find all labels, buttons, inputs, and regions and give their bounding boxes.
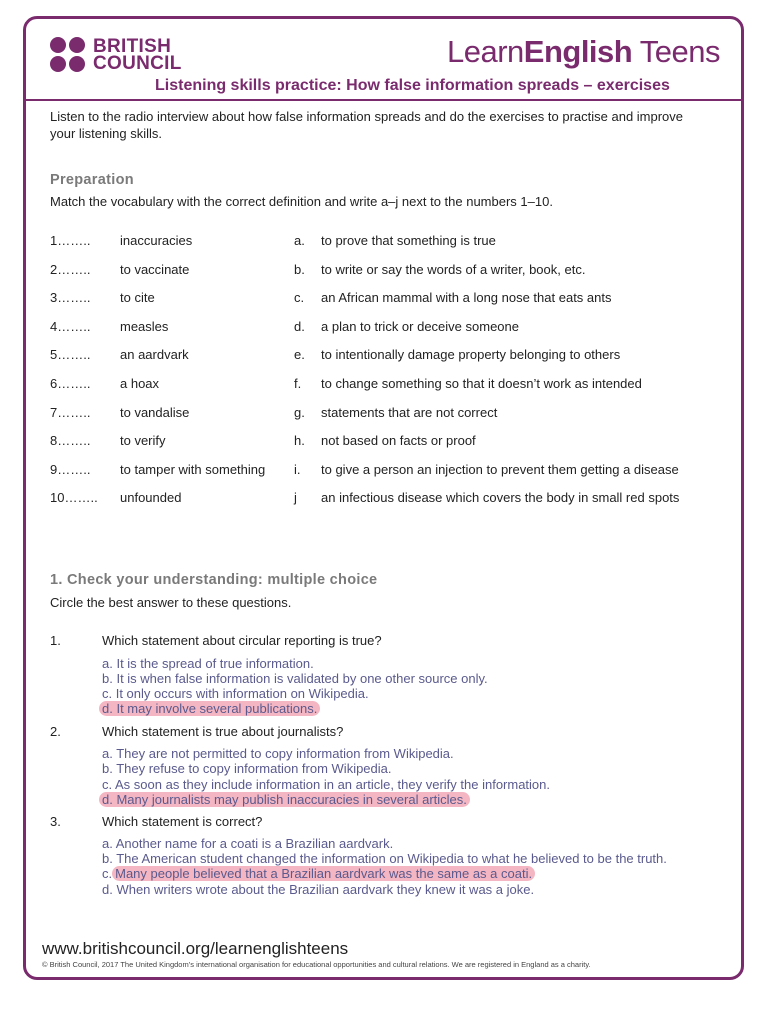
vocab-number[interactable]: 9…….. <box>50 461 91 477</box>
q3-option-b[interactable]: b. The American student changed the information on Wikipedia to what he believed to be the truth. <box>102 851 667 866</box>
vocab-definition: to prove that something is true <box>321 233 496 248</box>
selected-answer-highlight: Many people believed that a Brazilian aardvark was the same as a coati. <box>112 866 535 881</box>
vocab-definition: an infectious disease which covers the body in small red spots <box>321 490 680 506</box>
preparation-instruction: Match the vocabulary with the correct definition and write a–j next to the numbers 1–10. <box>50 194 553 209</box>
definition-letter: a. <box>294 233 305 248</box>
vocab-word: inaccuracies <box>120 233 193 248</box>
vocab-row <box>50 462 730 480</box>
definition-letter: b. <box>294 261 305 277</box>
q1-option-a[interactable]: a. It is the spread of true information. <box>102 656 314 671</box>
vocab-row <box>50 433 730 451</box>
q2-option-d[interactable] <box>102 792 470 807</box>
vocab-number[interactable]: 1…….. <box>50 233 91 248</box>
q2-option-b[interactable]: b. They refuse to copy information from Wikipedia. <box>102 761 392 776</box>
vocab-number[interactable]: 5…….. <box>50 347 91 363</box>
q3-option-d[interactable]: d. When writers wrote about the Brazilian aardvark they knew it was a joke. <box>102 882 535 897</box>
vocab-word: measles <box>120 318 169 334</box>
vocab-word: to vaccinate <box>120 261 190 277</box>
vocab-word: a hoax <box>120 376 160 391</box>
vocab-number[interactable]: 8…….. <box>50 433 91 449</box>
q1-option-b[interactable]: b. It is when false information is validated by one other source only. <box>102 671 488 686</box>
exercise1-heading: 1. Check your understanding: multiple choice <box>50 572 378 588</box>
vocab-definition: a plan to trick or deceive someone <box>321 318 519 334</box>
vocab-row <box>50 490 730 508</box>
footer-note: © British Council, 2017 The United Kingdom’s international organisation for educational opportunities and cultural relations. We are registered in England as a charity. <box>42 960 591 969</box>
vocab-number[interactable]: 7…….. <box>50 404 91 420</box>
vocab-number[interactable]: 10…….. <box>50 490 98 506</box>
preparation-heading: Preparation <box>50 172 134 188</box>
learnenglish-teens-brand: LearnEnglish Teens <box>446 34 720 69</box>
vocab-word: to verify <box>120 433 166 449</box>
vocab-row <box>50 347 730 365</box>
logo-dots-icon <box>50 37 85 72</box>
vocab-row <box>50 233 730 251</box>
intro-text: Listen to the radio interview about how false information spreads and do the exercises to practise and improve your listening skills. <box>50 109 684 141</box>
vocab-definition: to write or say the words of a writer, book, etc. <box>321 261 586 277</box>
vocab-row <box>50 290 730 308</box>
vocab-row <box>50 376 730 394</box>
q3-option-a[interactable]: a. Another name for a coati is a Brazilian aardvark. <box>102 836 394 851</box>
vocab-number[interactable]: 2…….. <box>50 261 91 277</box>
selected-answer-highlight: d. It may involve several publications. <box>99 701 320 716</box>
definition-letter: d. <box>294 318 305 334</box>
q1-option-c[interactable]: c. It only occurs with information on Wikipedia. <box>102 686 369 701</box>
vocab-definition: an African mammal with a long nose that eats ants <box>321 290 612 306</box>
q2-option-c[interactable]: c. As soon as they include information in an article, they verify the information. <box>102 777 551 792</box>
definition-letter: g. <box>294 404 305 420</box>
vocab-row <box>50 405 730 423</box>
vocab-word: an aardvark <box>120 347 189 363</box>
vocab-definition: to give a person an injection to prevent them getting a disease <box>321 461 679 477</box>
vocab-definition: to intentionally damage property belonging to others <box>321 347 621 363</box>
vocab-definition: to change something so that it doesn’t work as intended <box>321 376 642 391</box>
page-title: Listening skills practice: How false information spreads – exercises <box>155 77 670 94</box>
exercise1-instruction: Circle the best answer to these questions. <box>50 595 292 610</box>
definition-letter: i. <box>294 461 301 477</box>
definition-letter: f. <box>294 376 302 391</box>
vocab-word: to tamper with something <box>120 461 266 477</box>
vocab-row <box>50 319 730 337</box>
definition-letter: h. <box>294 433 305 449</box>
definition-letter: e. <box>294 347 305 363</box>
logo-line1: BRITISH <box>93 35 172 57</box>
logo-line2: COUNCIL <box>93 52 182 74</box>
selected-answer-highlight: d. Many journalists may publish inaccuracies in several articles. <box>99 792 470 807</box>
definition-letter: c. <box>294 290 305 306</box>
vocab-word: to cite <box>120 290 155 306</box>
vocab-row <box>50 262 730 280</box>
vocab-word: to vandalise <box>120 404 190 420</box>
q2-option-a[interactable]: a. They are not permitted to copy information from Wikipedia. <box>102 746 454 761</box>
british-council-logo <box>50 37 182 72</box>
q1-option-d[interactable] <box>102 701 320 716</box>
vocab-word: unfounded <box>120 490 182 506</box>
definition-letter: j <box>294 490 297 506</box>
footer-url[interactable]: www.britishcouncil.org/learnenglishteens <box>42 939 349 958</box>
vocab-number[interactable]: 4…….. <box>50 318 91 334</box>
vocab-number[interactable]: 3…….. <box>50 290 91 306</box>
q3-option-c[interactable]: c. Many people believed that a Brazilian aardvark was the same as a coati. <box>102 866 535 881</box>
vocab-definition: not based on facts or proof <box>321 433 476 449</box>
vocab-number[interactable]: 6…….. <box>50 376 91 391</box>
header-rule <box>26 99 741 101</box>
vocab-definition: statements that are not correct <box>321 404 498 420</box>
